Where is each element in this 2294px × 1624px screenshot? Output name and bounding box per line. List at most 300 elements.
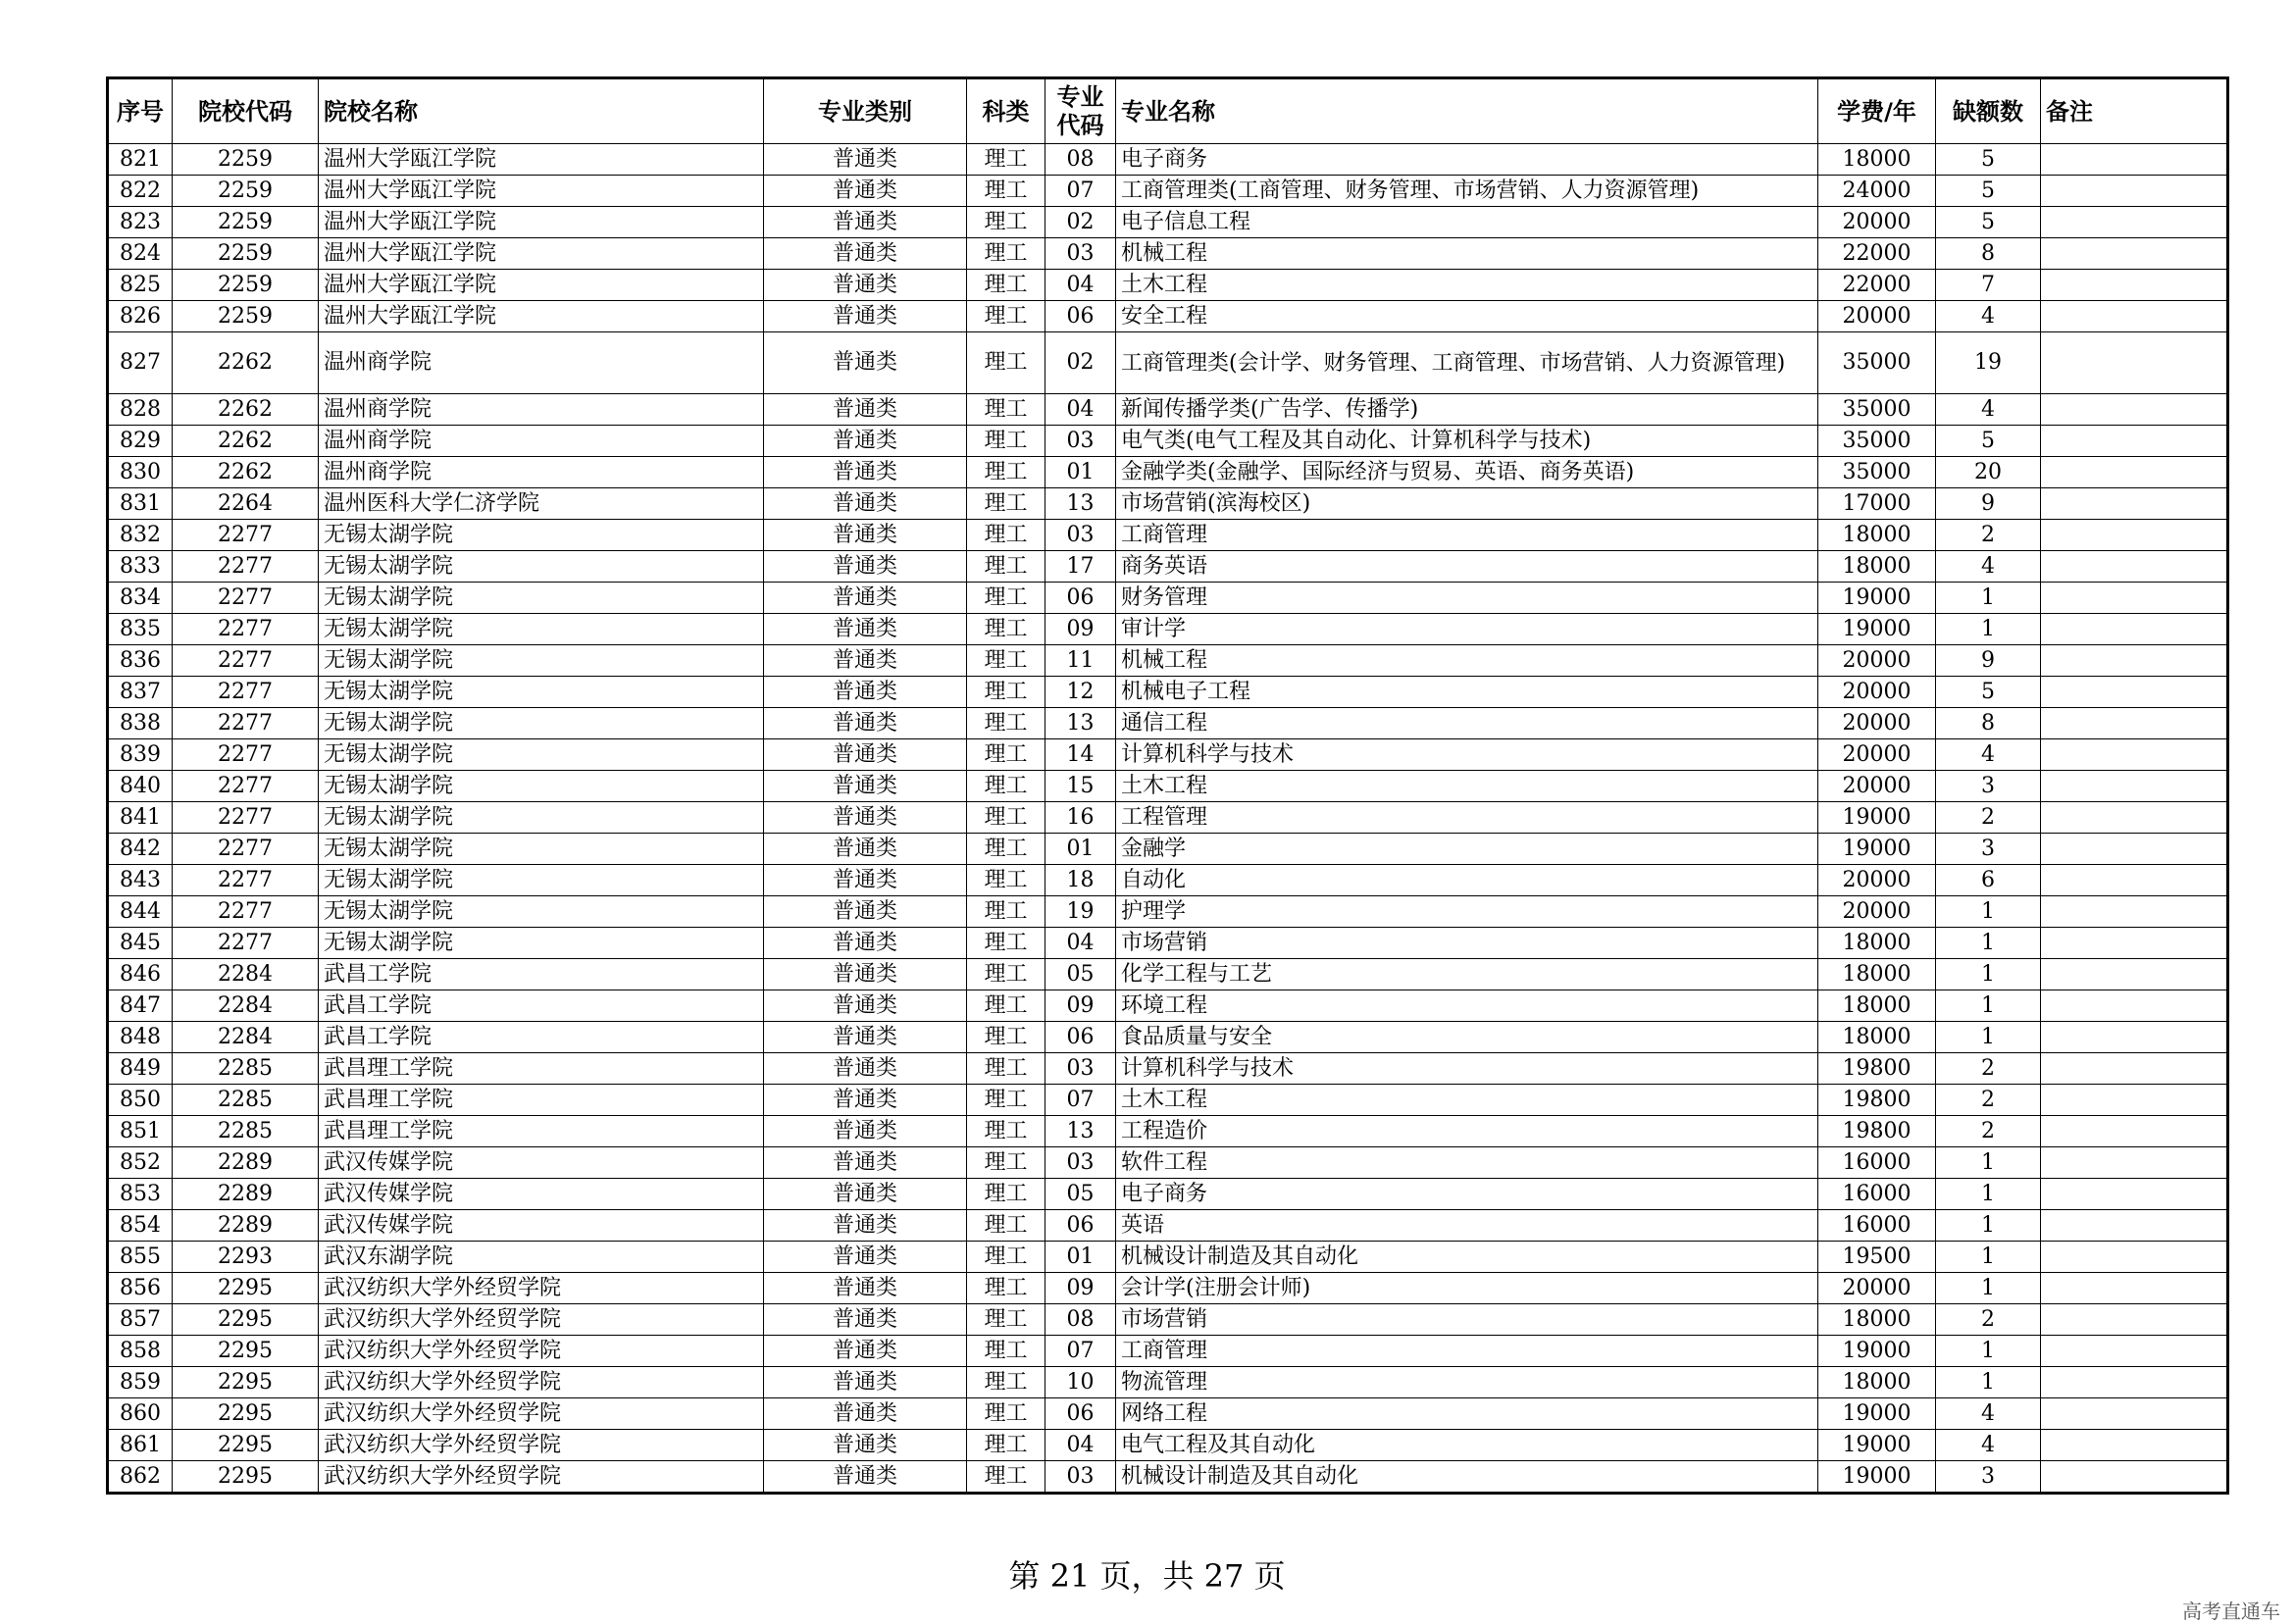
cell-school-code: 2285 bbox=[173, 1053, 319, 1085]
cell-tuition: 16000 bbox=[1818, 1147, 1936, 1179]
cell-category: 普通类 bbox=[764, 834, 967, 865]
cell-major-code: 07 bbox=[1045, 1336, 1116, 1367]
cell-major-code: 08 bbox=[1045, 1304, 1116, 1336]
table-row bbox=[108, 394, 2228, 426]
cell-school-code: 2295 bbox=[173, 1461, 319, 1494]
cell-major-code: 14 bbox=[1045, 739, 1116, 771]
cell-vacancy: 4 bbox=[1936, 551, 2041, 583]
cell-index: 841 bbox=[108, 802, 173, 834]
cell-school-code: 2295 bbox=[173, 1367, 319, 1398]
cell-subject: 理工 bbox=[967, 144, 1045, 176]
cell-school-code: 2284 bbox=[173, 1022, 319, 1053]
cell-school-name: 武汉传媒学院 bbox=[319, 1179, 764, 1210]
cell-subject: 理工 bbox=[967, 802, 1045, 834]
cell-school-name: 武汉纺织大学外经贸学院 bbox=[319, 1336, 764, 1367]
cell-major-name: 环境工程 bbox=[1116, 990, 1818, 1022]
cell-tuition: 35000 bbox=[1818, 426, 1936, 457]
cell-remark bbox=[2041, 1179, 2228, 1210]
cell-subject: 理工 bbox=[967, 332, 1045, 394]
cell-tuition: 19000 bbox=[1818, 1336, 1936, 1367]
cell-school-code: 2259 bbox=[173, 270, 319, 301]
cell-remark bbox=[2041, 301, 2228, 332]
cell-index: 828 bbox=[108, 394, 173, 426]
cell-remark bbox=[2041, 1461, 2228, 1494]
cell-school-name: 武汉东湖学院 bbox=[319, 1242, 764, 1273]
table-row bbox=[108, 771, 2228, 802]
cell-index: 837 bbox=[108, 677, 173, 708]
cell-index: 850 bbox=[108, 1085, 173, 1116]
cell-vacancy: 1 bbox=[1936, 583, 2041, 614]
cell-tuition: 35000 bbox=[1818, 457, 1936, 488]
cell-index: 832 bbox=[108, 520, 173, 551]
cell-vacancy: 19 bbox=[1936, 332, 2041, 394]
cell-school-name: 无锡太湖学院 bbox=[319, 928, 764, 959]
cell-vacancy: 20 bbox=[1936, 457, 2041, 488]
cell-major-code: 07 bbox=[1045, 1085, 1116, 1116]
cell-remark bbox=[2041, 270, 2228, 301]
table-row bbox=[108, 1242, 2228, 1273]
cell-major-name: 新闻传播学类(广告学、传播学) bbox=[1116, 394, 1818, 426]
table-row bbox=[108, 551, 2228, 583]
cell-major-name: 机械设计制造及其自动化 bbox=[1116, 1461, 1818, 1494]
cell-major-name: 市场营销(滨海校区) bbox=[1116, 488, 1818, 520]
cell-tuition: 22000 bbox=[1818, 270, 1936, 301]
cell-major-name: 电气类(电气工程及其自动化、计算机科学与技术) bbox=[1116, 426, 1818, 457]
cell-school-name: 武汉纺织大学外经贸学院 bbox=[319, 1430, 764, 1461]
cell-vacancy: 5 bbox=[1936, 677, 2041, 708]
cell-school-name: 温州商学院 bbox=[319, 332, 764, 394]
cell-category: 普通类 bbox=[764, 332, 967, 394]
cell-category: 普通类 bbox=[764, 238, 967, 270]
cell-remark bbox=[2041, 426, 2228, 457]
cell-vacancy: 5 bbox=[1936, 207, 2041, 238]
cell-major-name: 机械工程 bbox=[1116, 238, 1818, 270]
cell-school-code: 2295 bbox=[173, 1398, 319, 1430]
cell-index: 834 bbox=[108, 583, 173, 614]
cell-index: 836 bbox=[108, 645, 173, 677]
cell-school-code: 2277 bbox=[173, 834, 319, 865]
cell-major-code: 06 bbox=[1045, 1398, 1116, 1430]
table-row bbox=[108, 1053, 2228, 1085]
cell-tuition: 20000 bbox=[1818, 1273, 1936, 1304]
cell-subject: 理工 bbox=[967, 896, 1045, 928]
cell-tuition: 19000 bbox=[1818, 834, 1936, 865]
cell-index: 831 bbox=[108, 488, 173, 520]
cell-index: 852 bbox=[108, 1147, 173, 1179]
cell-major-name: 自动化 bbox=[1116, 865, 1818, 896]
cell-vacancy: 1 bbox=[1936, 928, 2041, 959]
col-header-vacancy: 缺额数 bbox=[1936, 78, 2041, 144]
table-row bbox=[108, 238, 2228, 270]
cell-category: 普通类 bbox=[764, 1398, 967, 1430]
cell-school-name: 武昌理工学院 bbox=[319, 1116, 764, 1147]
cell-major-code: 02 bbox=[1045, 332, 1116, 394]
cell-index: 844 bbox=[108, 896, 173, 928]
cell-school-code: 2284 bbox=[173, 959, 319, 990]
table-row bbox=[108, 332, 2228, 394]
cell-index: 835 bbox=[108, 614, 173, 645]
cell-major-name: 物流管理 bbox=[1116, 1367, 1818, 1398]
table-row bbox=[108, 1273, 2228, 1304]
cell-major-name: 土木工程 bbox=[1116, 771, 1818, 802]
cell-tuition: 16000 bbox=[1818, 1210, 1936, 1242]
col-header-major-name: 专业名称 bbox=[1116, 78, 1818, 144]
cell-major-code: 07 bbox=[1045, 176, 1116, 207]
cell-index: 846 bbox=[108, 959, 173, 990]
cell-index: 856 bbox=[108, 1273, 173, 1304]
cell-index: 854 bbox=[108, 1210, 173, 1242]
cell-major-code: 13 bbox=[1045, 708, 1116, 739]
cell-index: 827 bbox=[108, 332, 173, 394]
cell-major-name: 市场营销 bbox=[1116, 928, 1818, 959]
cell-vacancy: 2 bbox=[1936, 802, 2041, 834]
cell-category: 普通类 bbox=[764, 1367, 967, 1398]
cell-subject: 理工 bbox=[967, 270, 1045, 301]
table-row bbox=[108, 176, 2228, 207]
cell-remark bbox=[2041, 990, 2228, 1022]
cell-major-name: 市场营销 bbox=[1116, 1304, 1818, 1336]
cell-tuition: 20000 bbox=[1818, 708, 1936, 739]
cell-major-name: 软件工程 bbox=[1116, 1147, 1818, 1179]
cell-index: 858 bbox=[108, 1336, 173, 1367]
cell-index: 821 bbox=[108, 144, 173, 176]
cell-major-name: 金融学类(金融学、国际经济与贸易、英语、商务英语) bbox=[1116, 457, 1818, 488]
cell-major-code: 05 bbox=[1045, 959, 1116, 990]
cell-vacancy: 4 bbox=[1936, 301, 2041, 332]
cell-school-code: 2277 bbox=[173, 551, 319, 583]
cell-tuition: 17000 bbox=[1818, 488, 1936, 520]
cell-tuition: 20000 bbox=[1818, 301, 1936, 332]
table-row bbox=[108, 1022, 2228, 1053]
cell-vacancy: 1 bbox=[1936, 1336, 2041, 1367]
cell-school-code: 2277 bbox=[173, 520, 319, 551]
cell-major-name: 电气工程及其自动化 bbox=[1116, 1430, 1818, 1461]
cell-major-name: 化学工程与工艺 bbox=[1116, 959, 1818, 990]
table-body bbox=[108, 144, 2228, 1494]
cell-tuition: 18000 bbox=[1818, 1022, 1936, 1053]
table-row bbox=[108, 928, 2228, 959]
cell-major-code: 11 bbox=[1045, 645, 1116, 677]
cell-subject: 理工 bbox=[967, 176, 1045, 207]
cell-category: 普通类 bbox=[764, 1461, 967, 1494]
cell-major-name: 安全工程 bbox=[1116, 301, 1818, 332]
cell-remark bbox=[2041, 677, 2228, 708]
cell-subject: 理工 bbox=[967, 1336, 1045, 1367]
cell-major-code: 04 bbox=[1045, 270, 1116, 301]
cell-vacancy: 9 bbox=[1936, 488, 2041, 520]
cell-major-code: 03 bbox=[1045, 1053, 1116, 1085]
table-row bbox=[108, 865, 2228, 896]
cell-school-name: 无锡太湖学院 bbox=[319, 645, 764, 677]
cell-category: 普通类 bbox=[764, 1304, 967, 1336]
cell-category: 普通类 bbox=[764, 488, 967, 520]
cell-remark bbox=[2041, 1147, 2228, 1179]
col-header-category: 专业类别 bbox=[764, 78, 967, 144]
cell-school-code: 2289 bbox=[173, 1147, 319, 1179]
cell-major-name: 金融学 bbox=[1116, 834, 1818, 865]
cell-school-code: 2277 bbox=[173, 865, 319, 896]
cell-vacancy: 1 bbox=[1936, 1022, 2041, 1053]
cell-category: 普通类 bbox=[764, 270, 967, 301]
cell-major-code: 03 bbox=[1045, 238, 1116, 270]
table-row bbox=[108, 990, 2228, 1022]
cell-category: 普通类 bbox=[764, 990, 967, 1022]
cell-major-code: 01 bbox=[1045, 1242, 1116, 1273]
cell-index: 826 bbox=[108, 301, 173, 332]
cell-school-name: 武昌理工学院 bbox=[319, 1053, 764, 1085]
cell-major-code: 09 bbox=[1045, 990, 1116, 1022]
cell-major-name: 财务管理 bbox=[1116, 583, 1818, 614]
cell-remark bbox=[2041, 928, 2228, 959]
cell-category: 普通类 bbox=[764, 426, 967, 457]
cell-index: 847 bbox=[108, 990, 173, 1022]
cell-school-code: 2259 bbox=[173, 301, 319, 332]
cell-tuition: 35000 bbox=[1818, 332, 1936, 394]
table-row bbox=[108, 207, 2228, 238]
col-header-tuition: 学费/年 bbox=[1818, 78, 1936, 144]
cell-subject: 理工 bbox=[967, 739, 1045, 771]
cell-school-code: 2289 bbox=[173, 1210, 319, 1242]
cell-school-name: 温州商学院 bbox=[319, 457, 764, 488]
cell-subject: 理工 bbox=[967, 457, 1045, 488]
cell-subject: 理工 bbox=[967, 301, 1045, 332]
cell-subject: 理工 bbox=[967, 677, 1045, 708]
table-row bbox=[108, 583, 2228, 614]
cell-school-code: 2259 bbox=[173, 144, 319, 176]
cell-vacancy: 1 bbox=[1936, 614, 2041, 645]
cell-school-code: 2295 bbox=[173, 1336, 319, 1367]
cell-school-name: 无锡太湖学院 bbox=[319, 708, 764, 739]
cell-vacancy: 2 bbox=[1936, 1053, 2041, 1085]
cell-subject: 理工 bbox=[967, 426, 1045, 457]
cell-tuition: 19000 bbox=[1818, 1430, 1936, 1461]
cell-index: 855 bbox=[108, 1242, 173, 1273]
cell-major-code: 10 bbox=[1045, 1367, 1116, 1398]
cell-major-name: 审计学 bbox=[1116, 614, 1818, 645]
cell-major-code: 02 bbox=[1045, 207, 1116, 238]
table-row bbox=[108, 959, 2228, 990]
cell-vacancy: 2 bbox=[1936, 1304, 2041, 1336]
cell-major-code: 04 bbox=[1045, 928, 1116, 959]
cell-index: 842 bbox=[108, 834, 173, 865]
cell-tuition: 18000 bbox=[1818, 551, 1936, 583]
table-row bbox=[108, 270, 2228, 301]
cell-vacancy: 4 bbox=[1936, 1430, 2041, 1461]
cell-index: 848 bbox=[108, 1022, 173, 1053]
cell-vacancy: 1 bbox=[1936, 1242, 2041, 1273]
cell-remark bbox=[2041, 520, 2228, 551]
cell-subject: 理工 bbox=[967, 207, 1045, 238]
cell-school-code: 2262 bbox=[173, 394, 319, 426]
cell-remark bbox=[2041, 332, 2228, 394]
cell-subject: 理工 bbox=[967, 1430, 1045, 1461]
cell-school-name: 温州商学院 bbox=[319, 394, 764, 426]
cell-category: 普通类 bbox=[764, 1430, 967, 1461]
cell-index: 822 bbox=[108, 176, 173, 207]
cell-remark bbox=[2041, 739, 2228, 771]
table-row bbox=[108, 488, 2228, 520]
cell-index: 853 bbox=[108, 1179, 173, 1210]
cell-remark bbox=[2041, 583, 2228, 614]
cell-major-name: 商务英语 bbox=[1116, 551, 1818, 583]
cell-tuition: 16000 bbox=[1818, 1179, 1936, 1210]
cell-vacancy: 3 bbox=[1936, 834, 2041, 865]
cell-subject: 理工 bbox=[967, 238, 1045, 270]
cell-category: 普通类 bbox=[764, 207, 967, 238]
cell-vacancy: 7 bbox=[1936, 270, 2041, 301]
cell-remark bbox=[2041, 394, 2228, 426]
table-row bbox=[108, 1398, 2228, 1430]
cell-tuition: 19800 bbox=[1818, 1053, 1936, 1085]
table-row bbox=[108, 301, 2228, 332]
table-row bbox=[108, 708, 2228, 739]
cell-subject: 理工 bbox=[967, 488, 1045, 520]
cell-index: 861 bbox=[108, 1430, 173, 1461]
cell-major-code: 12 bbox=[1045, 677, 1116, 708]
cell-remark bbox=[2041, 1367, 2228, 1398]
cell-subject: 理工 bbox=[967, 1367, 1045, 1398]
table-row bbox=[108, 457, 2228, 488]
cell-major-name: 工商管理类(会计学、财务管理、工商管理、市场营销、人力资源管理) bbox=[1116, 332, 1818, 394]
cell-category: 普通类 bbox=[764, 739, 967, 771]
table-row bbox=[108, 802, 2228, 834]
cell-school-code: 2262 bbox=[173, 426, 319, 457]
cell-tuition: 20000 bbox=[1818, 896, 1936, 928]
cell-index: 825 bbox=[108, 270, 173, 301]
cell-vacancy: 8 bbox=[1936, 238, 2041, 270]
cell-remark bbox=[2041, 708, 2228, 739]
cell-school-code: 2277 bbox=[173, 771, 319, 802]
cell-subject: 理工 bbox=[967, 1461, 1045, 1494]
cell-school-code: 2259 bbox=[173, 176, 319, 207]
cell-remark bbox=[2041, 1430, 2228, 1461]
table-row bbox=[108, 896, 2228, 928]
table-row bbox=[108, 1461, 2228, 1494]
cell-category: 普通类 bbox=[764, 1085, 967, 1116]
cell-remark bbox=[2041, 207, 2228, 238]
cell-index: 833 bbox=[108, 551, 173, 583]
table-row bbox=[108, 1085, 2228, 1116]
cell-school-name: 无锡太湖学院 bbox=[319, 583, 764, 614]
cell-category: 普通类 bbox=[764, 394, 967, 426]
cell-vacancy: 3 bbox=[1936, 771, 2041, 802]
cell-remark bbox=[2041, 865, 2228, 896]
cell-major-code: 03 bbox=[1045, 520, 1116, 551]
cell-subject: 理工 bbox=[967, 394, 1045, 426]
watermark-text: 高考直通车 bbox=[2182, 1599, 2280, 1623]
cell-category: 普通类 bbox=[764, 301, 967, 332]
cell-major-code: 13 bbox=[1045, 1116, 1116, 1147]
cell-subject: 理工 bbox=[967, 865, 1045, 896]
cell-tuition: 18000 bbox=[1818, 928, 1936, 959]
cell-major-code: 09 bbox=[1045, 614, 1116, 645]
cell-school-name: 无锡太湖学院 bbox=[319, 677, 764, 708]
cell-major-name: 护理学 bbox=[1116, 896, 1818, 928]
cell-school-name: 温州大学瓯江学院 bbox=[319, 207, 764, 238]
cell-subject: 理工 bbox=[967, 1147, 1045, 1179]
cell-major-code: 03 bbox=[1045, 1461, 1116, 1494]
cell-category: 普通类 bbox=[764, 959, 967, 990]
table-row bbox=[108, 1147, 2228, 1179]
cell-school-name: 武汉纺织大学外经贸学院 bbox=[319, 1273, 764, 1304]
cell-school-name: 温州商学院 bbox=[319, 426, 764, 457]
cell-school-name: 武汉传媒学院 bbox=[319, 1210, 764, 1242]
col-header-major-code: 专业代码 bbox=[1045, 78, 1116, 144]
cell-tuition: 19800 bbox=[1818, 1085, 1936, 1116]
cell-school-code: 2277 bbox=[173, 677, 319, 708]
table-row bbox=[108, 144, 2228, 176]
cell-tuition: 18000 bbox=[1818, 990, 1936, 1022]
cell-school-name: 武昌工学院 bbox=[319, 1022, 764, 1053]
cell-category: 普通类 bbox=[764, 614, 967, 645]
table-row bbox=[108, 739, 2228, 771]
cell-school-code: 2277 bbox=[173, 802, 319, 834]
cell-major-code: 01 bbox=[1045, 457, 1116, 488]
cell-tuition: 19000 bbox=[1818, 1461, 1936, 1494]
cell-vacancy: 3 bbox=[1936, 1461, 2041, 1494]
cell-remark bbox=[2041, 551, 2228, 583]
table-row bbox=[108, 677, 2228, 708]
cell-vacancy: 1 bbox=[1936, 1210, 2041, 1242]
cell-major-name: 工程造价 bbox=[1116, 1116, 1818, 1147]
cell-remark bbox=[2041, 896, 2228, 928]
cell-major-code: 06 bbox=[1045, 301, 1116, 332]
cell-vacancy: 2 bbox=[1936, 1085, 2041, 1116]
cell-major-name: 电子信息工程 bbox=[1116, 207, 1818, 238]
cell-tuition: 19000 bbox=[1818, 1398, 1936, 1430]
cell-index: 838 bbox=[108, 708, 173, 739]
cell-remark bbox=[2041, 1022, 2228, 1053]
table-row bbox=[108, 1210, 2228, 1242]
cell-major-name: 机械工程 bbox=[1116, 645, 1818, 677]
table-row bbox=[108, 1116, 2228, 1147]
cell-index: 840 bbox=[108, 771, 173, 802]
cell-subject: 理工 bbox=[967, 583, 1045, 614]
cell-subject: 理工 bbox=[967, 614, 1045, 645]
table-row bbox=[108, 1304, 2228, 1336]
cell-category: 普通类 bbox=[764, 1210, 967, 1242]
cell-subject: 理工 bbox=[967, 834, 1045, 865]
cell-remark bbox=[2041, 771, 2228, 802]
cell-index: 859 bbox=[108, 1367, 173, 1398]
cell-major-code: 01 bbox=[1045, 834, 1116, 865]
cell-major-name: 工商管理 bbox=[1116, 1336, 1818, 1367]
cell-major-name: 工程管理 bbox=[1116, 802, 1818, 834]
cell-index: 860 bbox=[108, 1398, 173, 1430]
cell-tuition: 19000 bbox=[1818, 583, 1936, 614]
cell-school-name: 温州大学瓯江学院 bbox=[319, 270, 764, 301]
cell-school-code: 2277 bbox=[173, 928, 319, 959]
cell-vacancy: 6 bbox=[1936, 865, 2041, 896]
table-row bbox=[108, 426, 2228, 457]
col-header-school-code: 院校代码 bbox=[173, 78, 319, 144]
cell-school-code: 2295 bbox=[173, 1273, 319, 1304]
cell-major-code: 08 bbox=[1045, 144, 1116, 176]
cell-vacancy: 1 bbox=[1936, 990, 2041, 1022]
cell-vacancy: 1 bbox=[1936, 1273, 2041, 1304]
cell-school-name: 温州大学瓯江学院 bbox=[319, 144, 764, 176]
cell-school-name: 温州大学瓯江学院 bbox=[319, 301, 764, 332]
cell-category: 普通类 bbox=[764, 520, 967, 551]
cell-school-code: 2284 bbox=[173, 990, 319, 1022]
cell-vacancy: 5 bbox=[1936, 176, 2041, 207]
cell-category: 普通类 bbox=[764, 708, 967, 739]
cell-major-name: 计算机科学与技术 bbox=[1116, 739, 1818, 771]
cell-category: 普通类 bbox=[764, 1022, 967, 1053]
cell-subject: 理工 bbox=[967, 1398, 1045, 1430]
cell-tuition: 18000 bbox=[1818, 1367, 1936, 1398]
cell-major-code: 03 bbox=[1045, 1147, 1116, 1179]
